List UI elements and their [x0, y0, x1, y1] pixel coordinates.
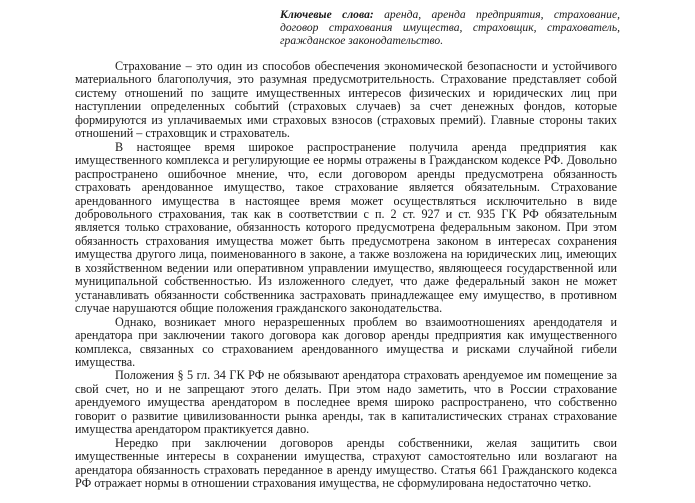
paragraph: В настоящее время широкое распространение получила аренда предприятия как имущественного комплекса и регулирующие ее нормы отражены в Гражданском кодексе РФ. Довольно распространено ошибочное мнение, что, если договором аренды предусмотрена обязанность страховать арендованное имущество, такое страхование является обязательным. Страхование арендованного имущества в настоящее время может осуществляться исключительно в виде добровольного страхования, так как в соответствии с п. 2 ст. 927 и ст. 935 ГК РФ обязательным является только страхование, обязанность которого предусмотрена федеральным законом. При этом обязанность страхования имущества может быть предусмотрена законом в интересах сохранения имущества другого лица, поименованного в законе, а также возложена на юридических лиц, имеющих в хозяйственном ведении или оперативном управлении имущество, являющееся государственной или муниципальной собственностью. Из изложенного следует, что даже федеральный закон не может устанавливать обязанности собственника застраховать принадлежащее ему имущество, в противном случае нарушаются общие положения гражданского законодательства. [75, 139, 617, 316]
body-text [75, 60, 617, 491]
keywords-label: Ключевые слова: [280, 8, 374, 21]
keywords-text: аренда, аренда предприятия, страхование, договор страхования имущества, страховщик, страхователь, гражданское законодательство. [280, 8, 621, 47]
paragraph: Страхование – это один из способов обеспечения экономической безопасности и устойчивого материального благополучия, это разумная предусмотрительность. Страхование представляет собой систему отношений по защите имущественных интересов физических и юридических лиц при наступлении определенных событий (страховых случаев) за счет денежных фондов, которые формируются из уплачиваемых ими страховых взносов (страховых премий). Главные стороны таких отношений – страховщик и страхователь. [75, 59, 617, 141]
paragraph: Однако, возникает много неразрешенных проблем во взаимоотношениях арендодателя и арендатора при заключении такого договора как договор аренды предприятия как имущественного комплекса, связанных со страхованием арендованного имущества и рисками случайной гибели имущества. [75, 314, 617, 369]
keywords-block [280, 8, 620, 47]
paragraph: Положения § 5 гл. 34 ГК РФ не обязывают арендатора страховать арендуемое им помещение за свой счет, но и не запрещают этого делать. При этом надо заметить, что в России страхование арендуемого имущества арендатором в последнее время широко распространено, что собственно говорит о развитие цивилизованности рынка аренды, так в капиталистических странах страхование имущества арендатором практикуется давно. [75, 368, 617, 437]
paragraph: Нередко при заключении договоров аренды собственники, желая защитить свои имущественные интересы в сохранении имущества, страхуют самостоятельно или возлагают на арендатора обязанность страховать переданное в аренду имущество. Статья 661 Гражданского кодекса РФ отражает нормы в отношении страхования имущества, не сформулирована недостаточно четко. [75, 435, 617, 491]
